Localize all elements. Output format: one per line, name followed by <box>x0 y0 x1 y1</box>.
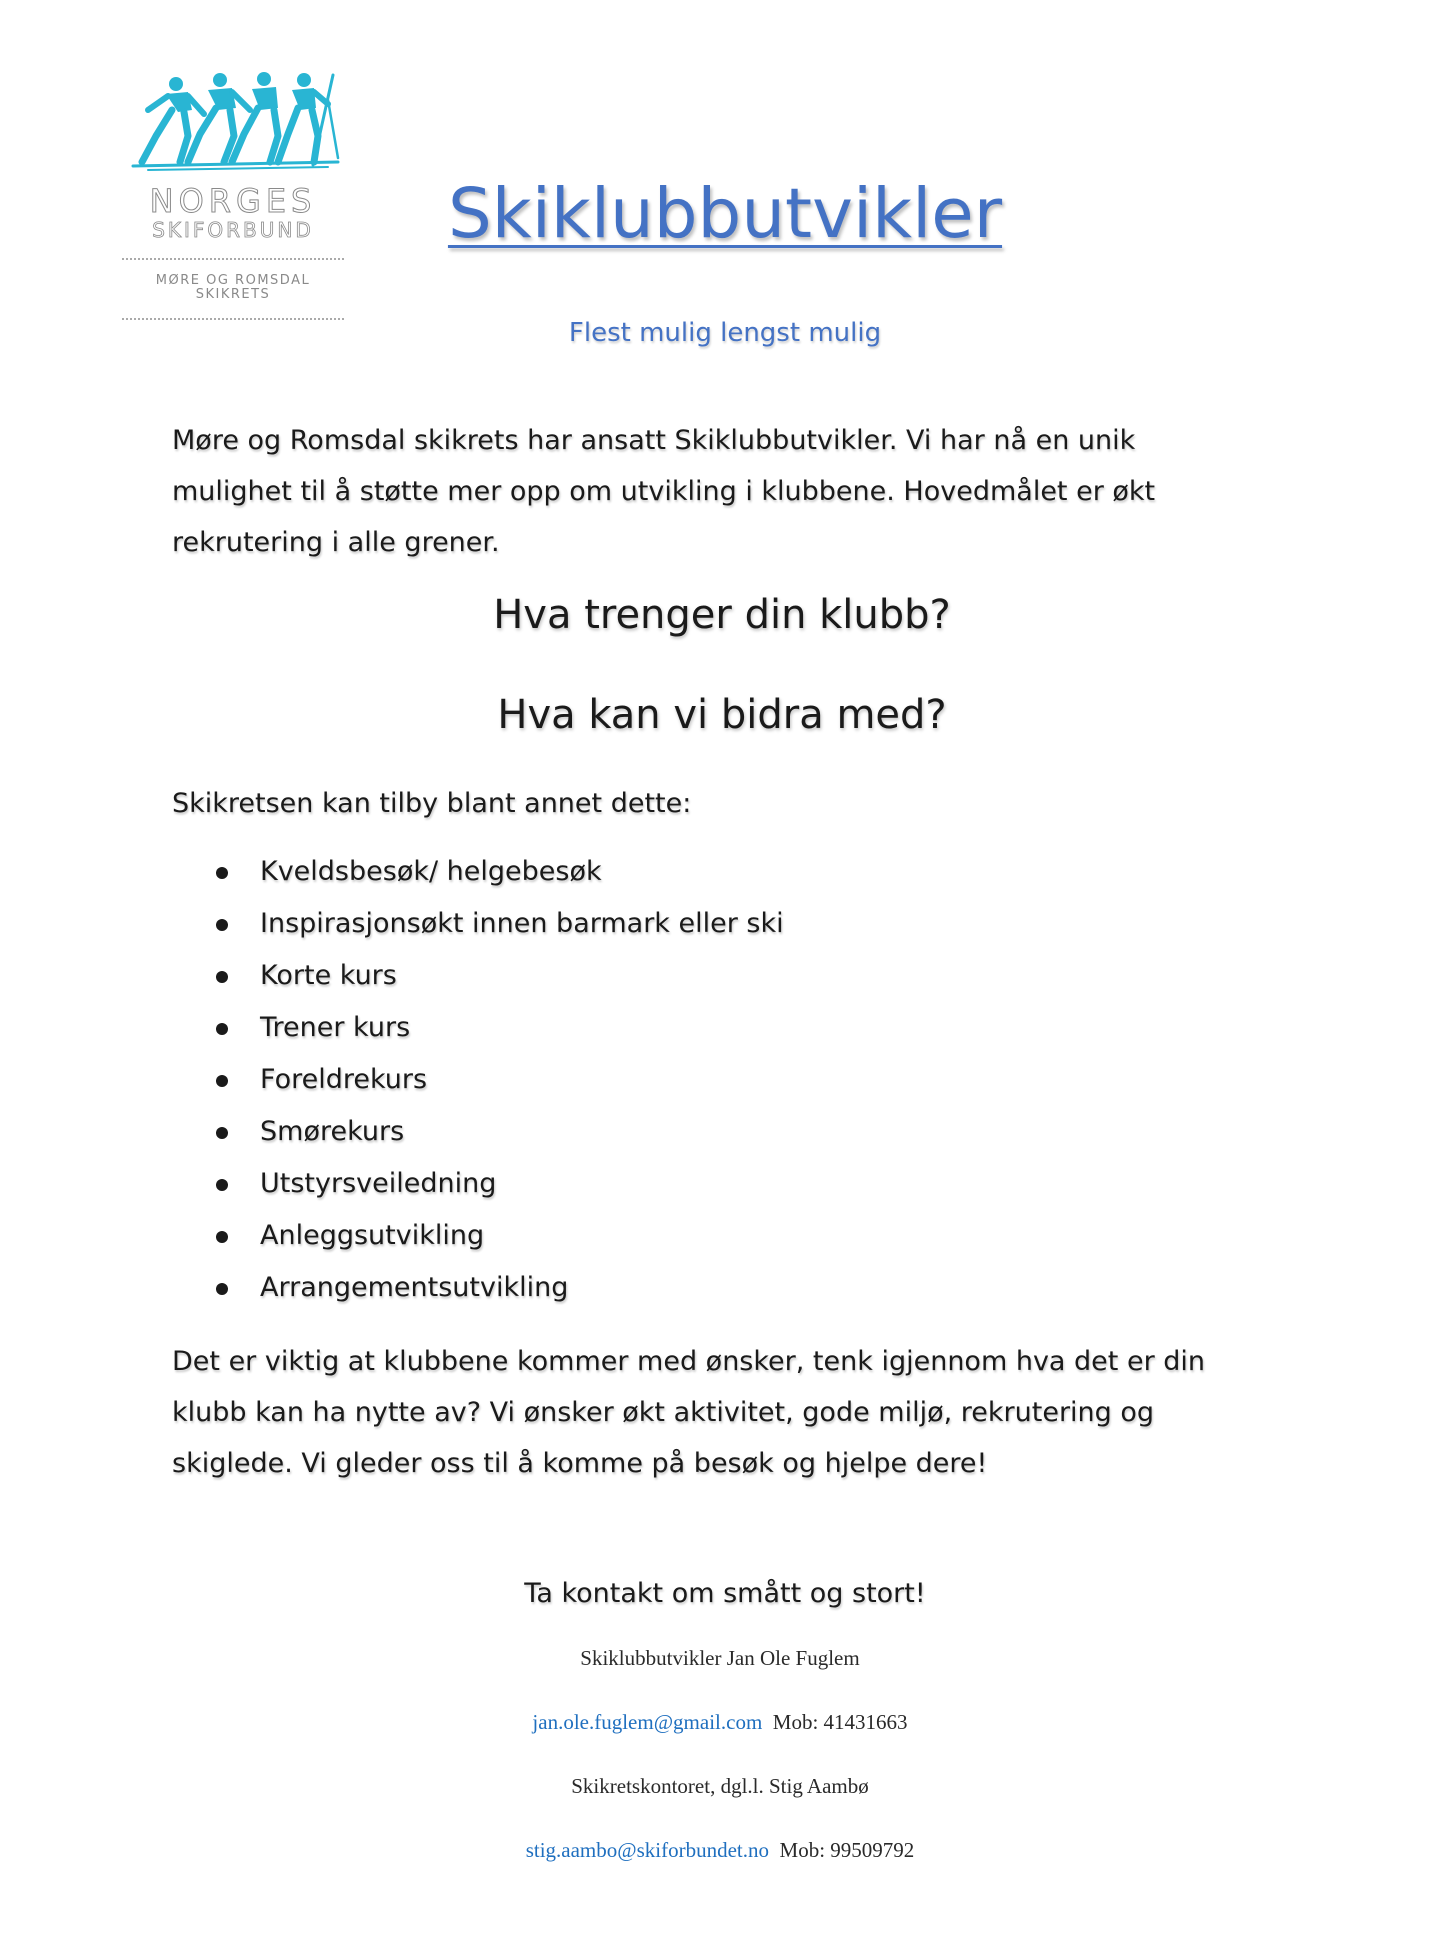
list-item-label: Foreldrekurs <box>260 1064 428 1095</box>
offers-list <box>210 846 1110 1314</box>
contact-person-2: Skikretskontoret, dgl.l. Stig Aambø <box>571 1774 869 1798</box>
bullet-icon <box>216 1075 228 1087</box>
bullet-icon <box>216 919 228 931</box>
logo-region-text <box>118 274 348 302</box>
list-item-label: Trener kurs <box>260 1012 411 1043</box>
list-item-label: Anleggsutvikling <box>260 1220 485 1251</box>
list-item <box>210 1158 1110 1210</box>
list-item-label: Utstyrsveiledning <box>260 1168 497 1199</box>
question-heading-2: Hva kan vi bidra med? <box>497 692 947 738</box>
list-item <box>210 950 1110 1002</box>
logo-region-line1: MØRE OG ROMSDAL <box>155 273 311 288</box>
list-item-label: Smørekurs <box>260 1116 405 1147</box>
page-subtitle: Flest mulig lengst mulig <box>568 318 882 348</box>
contact-line-1 <box>270 1710 1170 1735</box>
offers-lead-text: Skikretsen kan tilby blant annet dette: <box>172 788 692 819</box>
list-item <box>210 1002 1110 1054</box>
list-item-label: Inspirasjonsøkt innen barmark eller ski <box>260 908 784 939</box>
bullet-icon <box>216 1023 228 1035</box>
skiers-emblem-icon <box>128 70 343 175</box>
bullet-icon <box>216 867 228 879</box>
bullet-icon <box>216 1127 228 1139</box>
logo-divider <box>122 258 344 260</box>
list-item-label: Kveldsbesøk/ helgebesøk <box>260 856 602 887</box>
list-item <box>210 1262 1110 1314</box>
email-link-1[interactable]: jan.ole.fuglem@gmail.com <box>532 1710 763 1734</box>
logo-skiforbund-text: SKIFORBUND <box>152 218 314 242</box>
bullet-icon <box>216 1179 228 1191</box>
phone-1: Mob: 41431663 <box>772 1710 908 1734</box>
question-heading-1: Hva trenger din klubb? <box>493 592 951 638</box>
list-item <box>210 1054 1110 1106</box>
list-item <box>210 898 1110 950</box>
norges-skiforbund-logo <box>118 70 348 330</box>
phone-2: Mob: 99509792 <box>779 1838 915 1862</box>
list-item-label: Arrangementsutvikling <box>260 1272 569 1303</box>
list-item <box>210 846 1110 898</box>
contact-line-2 <box>270 1838 1170 1863</box>
page-title: Skiklubbutvikler <box>447 174 1003 254</box>
contact-heading: Ta kontakt om smått og stort! <box>524 1578 926 1609</box>
logo-region-line2: SKIKRETS <box>195 287 271 302</box>
intro-paragraph: Møre og Romsdal skikrets har ansatt Skiklubbutvikler. Vi har nå en unik mulighet til å støtte mer opp om utvikling i klubbene. Hovedmålet er økt rekrutering i alle grener. <box>172 425 1156 558</box>
bullet-icon <box>216 971 228 983</box>
bullet-icon <box>216 1283 228 1295</box>
list-item <box>210 1106 1110 1158</box>
logo-divider-bottom <box>122 318 344 320</box>
logo-norges-text: NORGES <box>149 182 317 220</box>
email-link-2[interactable]: stig.aambo@skiforbundet.no <box>525 1838 770 1862</box>
bullet-icon <box>216 1231 228 1243</box>
outro-paragraph: Det er viktig at klubbene kommer med ønsker, tenk igjennom hva det er din klubb kan ha nytte av? Vi ønsker økt aktivitet, gode miljø, rekrutering og skiglede. Vi gleder oss til å komme på besøk og hjelpe dere! <box>172 1346 1206 1479</box>
list-item <box>210 1210 1110 1262</box>
list-item-label: Korte kurs <box>260 960 397 991</box>
contact-person-1: Skiklubbutvikler Jan Ole Fuglem <box>580 1646 860 1670</box>
